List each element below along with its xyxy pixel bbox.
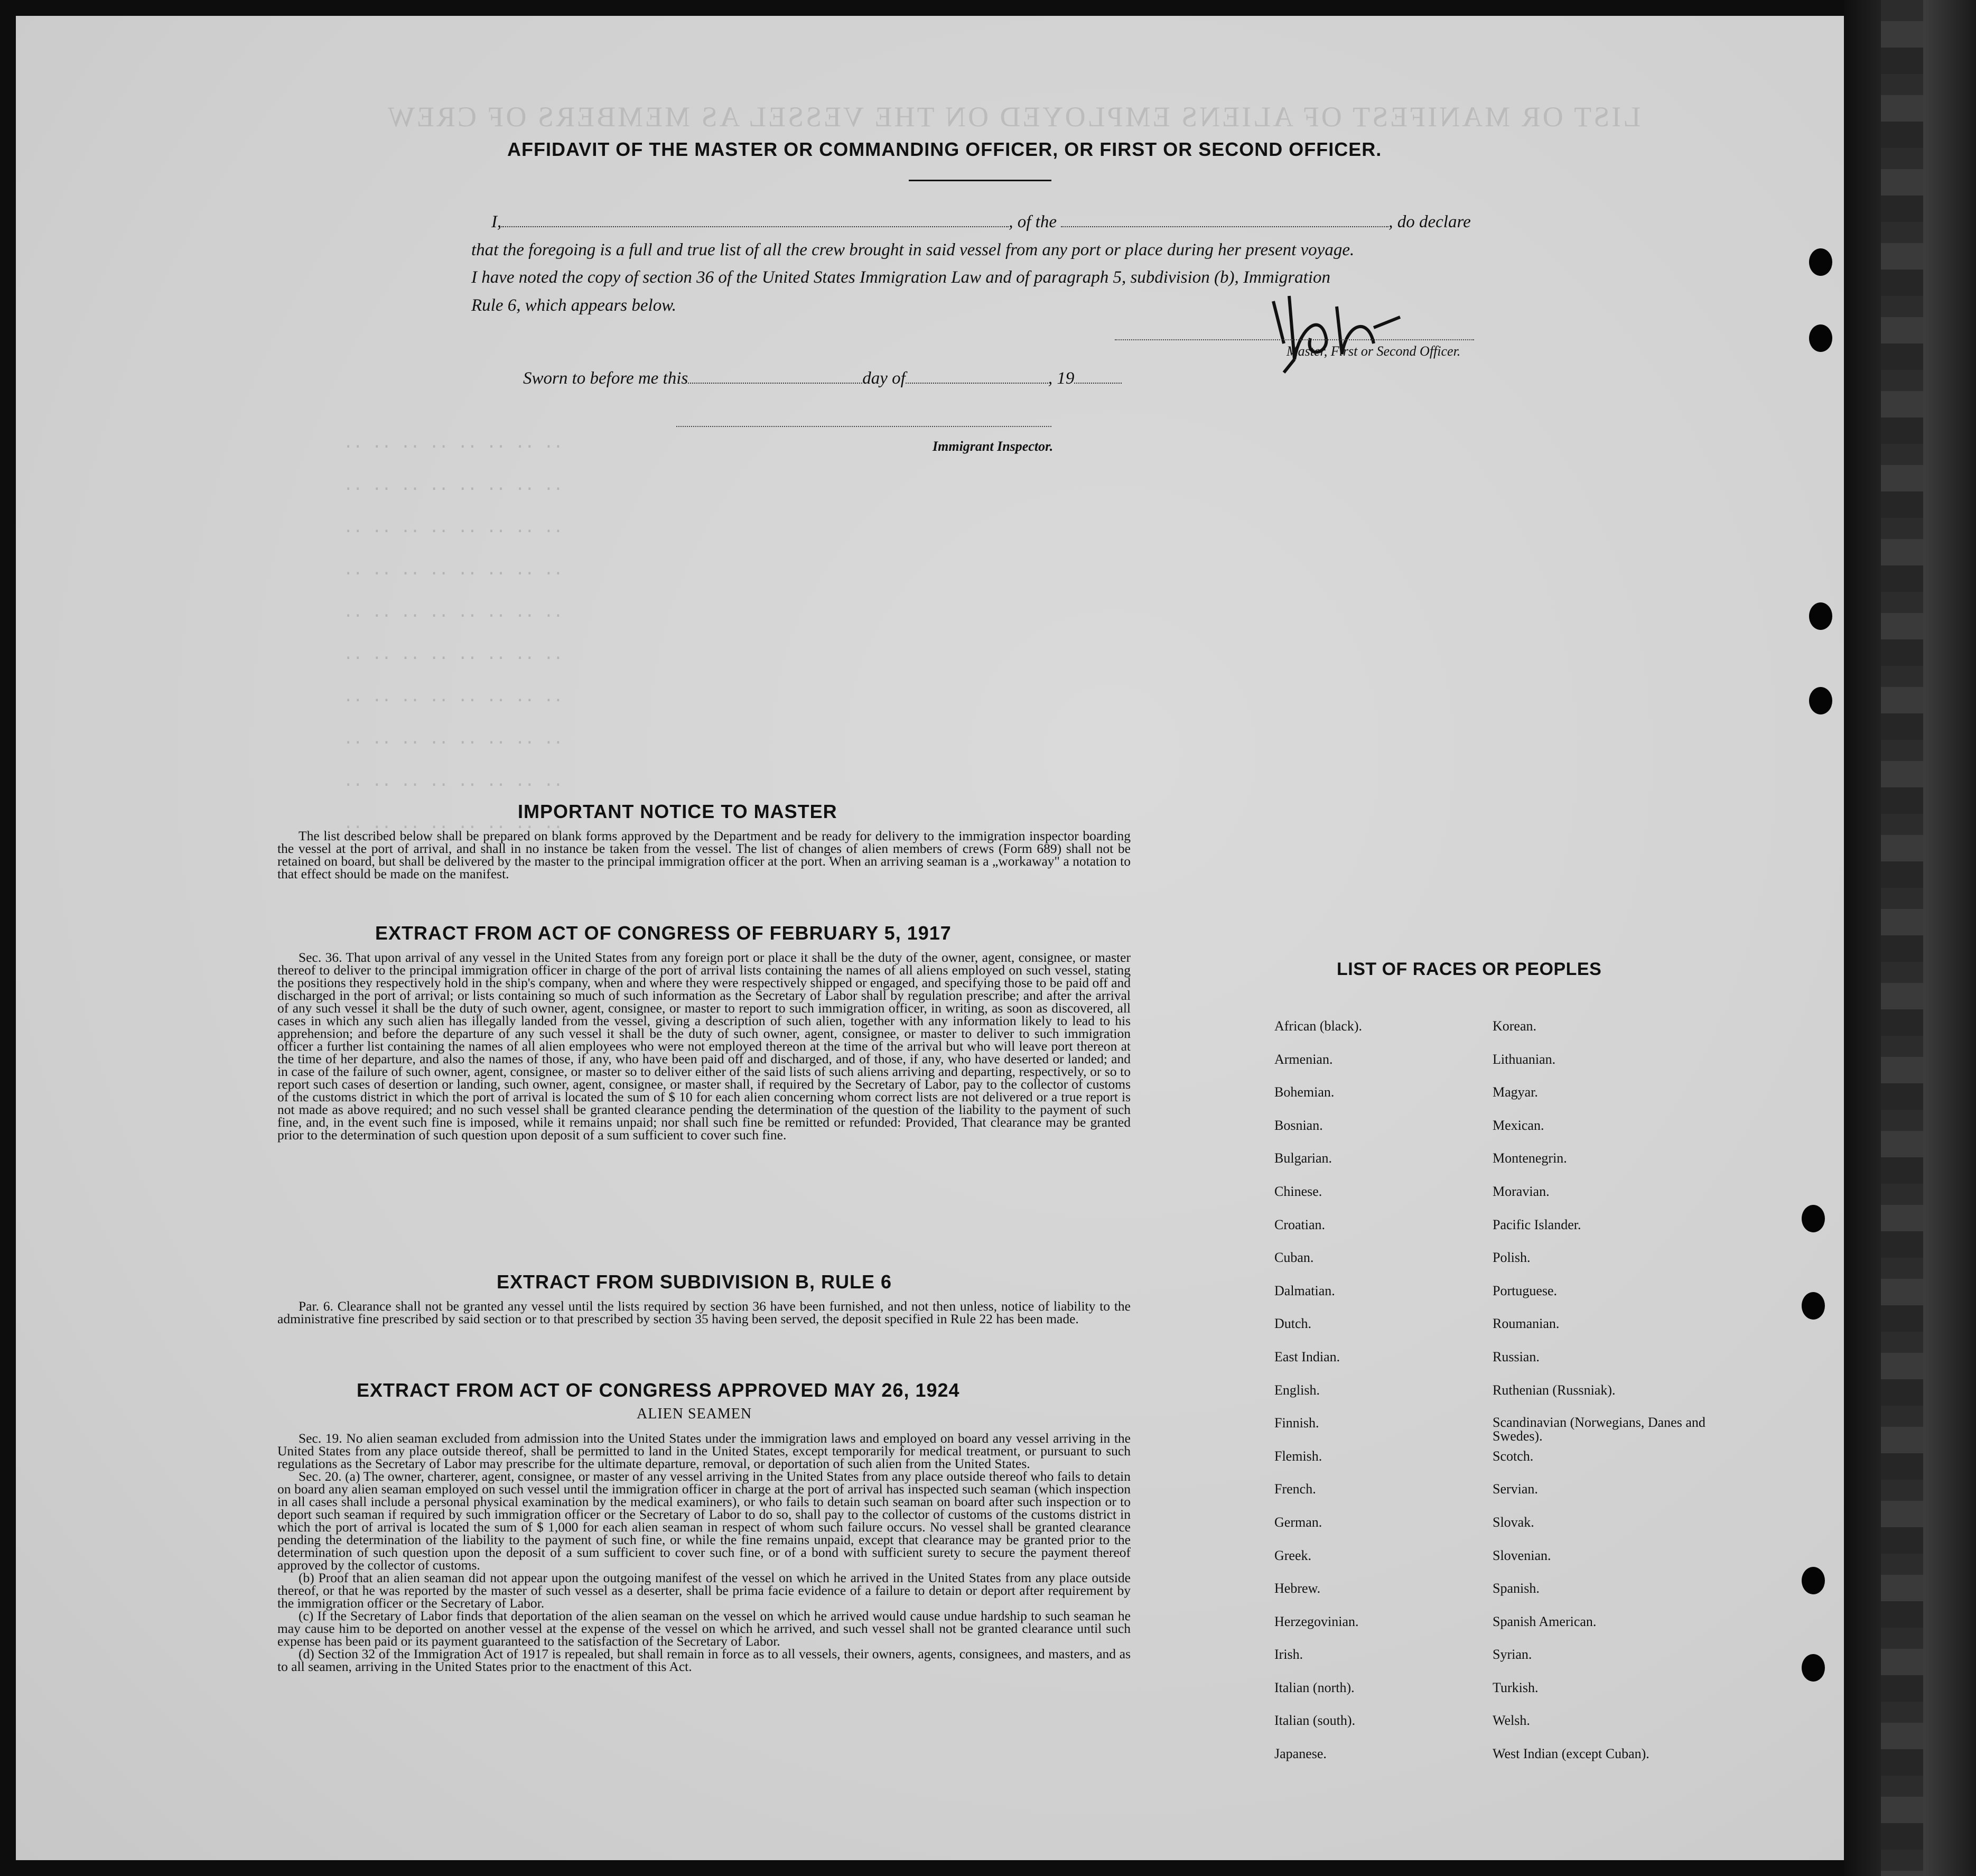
race-item: Croatian.	[1274, 1216, 1326, 1232]
affidavit-line-3: I have noted the copy of section 36 of the United States Immigration Law and of paragraph 5, subdivision (b), Immigration	[471, 268, 1331, 287]
race-item: Scandinavian (Norwegians, Danes and Swedes).	[1493, 1415, 1705, 1444]
race-item: Servian.	[1493, 1481, 1538, 1497]
race-item: Cuban.	[1274, 1250, 1314, 1266]
race-item: Scotch.	[1493, 1448, 1534, 1464]
race-item: Turkish.	[1493, 1679, 1539, 1695]
heading-rule	[909, 180, 1051, 181]
binding-strip	[1881, 0, 1923, 1876]
races-heading: LIST OF RACES OR PEOPLES	[1337, 959, 1602, 979]
affidavit-declare: , do declare	[1388, 212, 1471, 231]
race-item: Slovenian.	[1493, 1547, 1551, 1563]
race-item: West Indian (except Cuban).	[1493, 1746, 1649, 1762]
bleed-through-row: .. .. .. .. .. .. .. ..	[343, 433, 563, 452]
sworn-day-of: day of	[862, 369, 906, 388]
sworn-text: Sworn to before me this	[523, 369, 688, 388]
affidavit-line-4: Rule 6, which appears below.	[471, 296, 677, 315]
affidavit-line-1	[491, 212, 1471, 232]
vessel-name-field	[1061, 226, 1388, 227]
race-item: Bosnian.	[1274, 1117, 1323, 1133]
race-item: Flemish.	[1274, 1448, 1322, 1464]
extract-1924-text-block	[277, 1432, 1131, 1673]
race-item: Moravian.	[1493, 1183, 1550, 1199]
punch-hole	[1802, 1205, 1825, 1232]
notice-text: The list described below shall be prepared on blank forms approved by the Department and be ready for delivery to the immigration inspector boarding the vessel at the port of arrival, and shall in no instance be taken from the vessel. The list of changes of alien members of crews (Form 689) shall not be retained on board, but shall be delivered by the master to the principal immigration officer at the port. When an arriving seaman is a „workaway" a notation to that effect should be made on the manifest.	[277, 828, 1131, 881]
race-item: Portuguese.	[1493, 1283, 1558, 1298]
race-item: Bulgarian.	[1274, 1150, 1332, 1166]
affidavit-line-2: that the foregoing is a full and true list of all the crew brought in said vessel from any port or place during her present voyage.	[471, 240, 1355, 259]
signature-label: Master, First or Second Officer.	[1287, 343, 1461, 359]
race-item: Lithuanian.	[1493, 1051, 1556, 1067]
extract-1917-text-block	[277, 951, 1131, 1141]
officer-signature	[1263, 280, 1432, 375]
race-item: Italian (south).	[1274, 1713, 1356, 1729]
alien-seamen-subheading: ALIEN SEAMEN	[637, 1406, 752, 1422]
rule6-heading: EXTRACT FROM SUBDIVISION B, RULE 6	[497, 1271, 892, 1293]
punch-hole	[1809, 602, 1832, 630]
sec20b-text: (b) Proof that an alien seaman did not appear upon the outgoing manifest of the vessel on which he arrived in the United States from any place outside thereof, or that he was reported by the master of such vessel as a deserter, shall be prima facie evidence of a failure to detain or deport after requirement by the immigration officer or the Secretary of Labor.	[277, 1570, 1131, 1611]
officer-name-field	[501, 226, 1009, 227]
race-item: English.	[1274, 1382, 1320, 1398]
affidavit-heading: AFFIDAVIT OF THE MASTER OR COMMANDING OFFICER, OR FIRST OR SECOND OFFICER.	[507, 138, 1382, 160]
bleed-through-row: .. .. .. .. .. .. .. ..	[343, 729, 563, 748]
inspector-line	[676, 426, 1051, 427]
sec20c-text: (c) If the Secretary of Labor finds that deportation of the alien seaman on the vessel on which he arrived would cause undue hardship to such seaman he may cause him to be deported on another vessel at the expense of the vessel on which he arrived, and such vessel shall not be granted clearance until such expense has been paid or its payment guaranteed to the satisfaction of the Secretary of Labor.	[277, 1608, 1131, 1649]
notice-text-block	[277, 830, 1131, 880]
rule6-text-block	[277, 1300, 1131, 1325]
rule6-text: Par. 6. Clearance shall not be granted any vessel until the lists required by section 36 have been furnished, and not then unless, notice of liability to the administrative fine prescribed by said section or to that prescribed by section 35 having been served, the deposit specified in Rule 22 has been made.	[277, 1298, 1131, 1326]
race-item: Russian.	[1493, 1349, 1540, 1364]
race-item: Italian (north).	[1274, 1679, 1355, 1695]
inspector-label: Immigrant Inspector.	[933, 439, 1054, 454]
race-item: Irish.	[1274, 1647, 1303, 1663]
race-item: Korean.	[1493, 1018, 1537, 1034]
race-item: Spanish American.	[1493, 1613, 1597, 1629]
punch-hole	[1802, 1292, 1825, 1320]
race-item: Welsh.	[1493, 1713, 1530, 1729]
bleed-through-row: .. .. .. .. .. .. .. ..	[343, 560, 563, 579]
bleed-through-row: .. .. .. .. .. .. .. ..	[343, 602, 563, 621]
sworn-month-field	[906, 383, 1048, 384]
race-item: Montenegrin.	[1493, 1150, 1567, 1166]
race-item: Greek.	[1274, 1547, 1312, 1563]
extract-1917-heading: EXTRACT FROM ACT OF CONGRESS OF FEBRUARY 5, 1917	[375, 922, 952, 944]
race-item: Japanese.	[1274, 1746, 1327, 1762]
bleed-through-title: LIST OR MANIFEST OF ALIENS EMPLOYED ON THE VESSEL AS MEMBERS OF CREW	[386, 101, 1641, 133]
sec20d-text: (d) Section 32 of the Immigration Act of 1917 is repealed, but shall remain in force as to all vessels, their owners, agents, consignees, and masters, and as to all seamen, arriving in the United States prior to the enactment of this Act.	[277, 1646, 1131, 1674]
race-item: Spanish.	[1493, 1581, 1540, 1596]
race-item: East Indian.	[1274, 1349, 1340, 1364]
notice-heading: IMPORTANT NOTICE TO MASTER	[518, 801, 837, 822]
sworn-year-prefix: , 19	[1048, 369, 1075, 388]
bleed-through-row: .. .. .. .. .. .. .. ..	[343, 476, 563, 494]
document-sheet	[16, 16, 1844, 1860]
punch-hole	[1809, 248, 1832, 276]
sworn-day-field	[688, 383, 862, 384]
sec20a-text: Sec. 20. (a) The owner, charterer, agent, consignee, or master of any vessel arriving in the United States from any place outside thereof who fails to detain on board any alien seaman employed on such vessel until the immigration officer in charge at the port of arrival has inspected such seaman (which inspection in all cases shall include a personal physical examination by the medical examiners), or who fails to detain such seaman on board after such inspection or to deport such seaman if required by such immigration officer or the Secretary of Labor to do so, shall pay to the collector of customs of the customs district in which the port of arrival is located the sum of $ 1,000 for each alien seaman in respect of whom such failure occurs. No vessel shall be granted clearance pending the determination of the liability to the payment of such fine, or while the fine remains unpaid, except that clearance may be granted prior to the determination of such question upon the deposit of a sum sufficient to cover such fine, or of a bond with sufficient surety to secure the payment thereof approved by the collector of customs.	[277, 1469, 1131, 1573]
race-item: Polish.	[1493, 1250, 1531, 1266]
bleed-through-row: .. .. .. .. .. .. .. ..	[343, 814, 563, 832]
race-item: Syrian.	[1493, 1647, 1532, 1663]
race-item: French.	[1274, 1481, 1316, 1497]
race-item: Mexican.	[1493, 1117, 1544, 1133]
race-item: German.	[1274, 1514, 1322, 1530]
extract-1917-text: Sec. 36. That upon arrival of any vessel in the United States from any foreign port or place it shall be the duty of the owner, agent, consignee, or master thereof to deliver to the principal immigration officer in charge of the port of arrival lists containing the names of all aliens employed on such vessel, stating the positions they respectively hold in the ship's company, when and where they were respectively shipped or engaged, and specifying those to be paid off and discharged in the port of arrival; or lists containing so much of such information as the Secretary of Labor shall by regulation prescribe; and after the arrival of any such vessel it shall be the duty of such owner, agent, consignee, or master to report to such immigration officer, in writing, as soon as discovered, all cases in which any such alien has illegally landed from the vessel, giving a description of such alien, together with any information likely to lead to his apprehension; and before the departure of any such vessel it shall be the duty of such owner, agent, consignee, or master to deliver to such immigration officer a further list containing the names of all alien employees who were not employed thereon at the time of the arrival but who will leave port thereon at the time of her departure, and also the names of those, if any, who have been paid off and discharged, and of those, if any, who have deserted or landed; and in case of the failure of such owner, agent, consignee, or master so to deliver either of the said lists of such aliens arriving and departing, respectively, or so to report such cases of desertion or landing, such owner, agent, consignee, or master shall, if required by the Secretary of Labor, pay to the collector of customs of the customs district in which the port of arrival is located the sum of $ 10 for each alien concerning whom correct lists are not delivered or a true report is not made as above required; and no such vessel shall be granted clearance pending the determination of the question of the liability to the payment of such fine, and, in the event such fine is imposed, while it remains unpaid; nor shall such fine be remitted or refunded: Provided, That clearance may be granted prior to the determination of such question upon deposit of a sum sufficient to cover such fine.	[277, 950, 1131, 1143]
race-item: Dalmatian.	[1274, 1283, 1335, 1298]
race-item: African (black).	[1274, 1018, 1363, 1034]
punch-hole	[1802, 1567, 1825, 1594]
race-item: Slovak.	[1493, 1514, 1534, 1530]
sworn-year-field	[1074, 383, 1122, 384]
race-item: Dutch.	[1274, 1316, 1312, 1332]
bleed-through-row: .. .. .. .. .. .. .. ..	[343, 772, 563, 790]
punch-hole	[1802, 1654, 1825, 1682]
race-item: Roumanian.	[1493, 1316, 1560, 1332]
races-right-column	[1493, 1019, 1730, 1780]
bleed-through-row: .. .. .. .. .. .. .. ..	[343, 645, 563, 663]
race-item: Finnish.	[1274, 1415, 1319, 1431]
race-item: Pacific Islander.	[1493, 1216, 1581, 1232]
race-item: Hebrew.	[1274, 1581, 1321, 1596]
race-item: Magyar.	[1493, 1084, 1538, 1100]
bleed-through-row: .. .. .. .. .. .. .. ..	[343, 518, 563, 536]
race-item: Herzegovinian.	[1274, 1613, 1359, 1629]
affidavit-of-the: , of the	[1009, 212, 1057, 231]
punch-hole	[1809, 687, 1832, 714]
bleed-through-row: .. .. .. .. .. .. .. ..	[343, 687, 563, 705]
race-item: Ruthenian (Russniak).	[1493, 1382, 1616, 1398]
punch-hole	[1809, 324, 1832, 352]
sec19-text: Sec. 19. No alien seaman excluded from admission into the United States under the immigration laws and employed on board any vessel arriving in the United States from any place outside thereof, shall be permitted to land in the United States, except temporarily for medical treatment, or pursuant to such regulations as the Secretary of Labor may prescribe for the ultimate departure, removal, or deportation of such alien from the United States.	[277, 1431, 1131, 1471]
sworn-line	[523, 369, 1122, 388]
race-item: Armenian.	[1274, 1051, 1333, 1067]
race-item: Chinese.	[1274, 1183, 1322, 1199]
affidavit-i: I,	[491, 212, 502, 231]
extract-1924-heading: EXTRACT FROM ACT OF CONGRESS APPROVED MAY 26, 1924	[357, 1379, 960, 1401]
races-left-column	[1274, 1019, 1486, 1780]
race-item: Bohemian.	[1274, 1084, 1335, 1100]
signature-line	[1115, 339, 1474, 340]
